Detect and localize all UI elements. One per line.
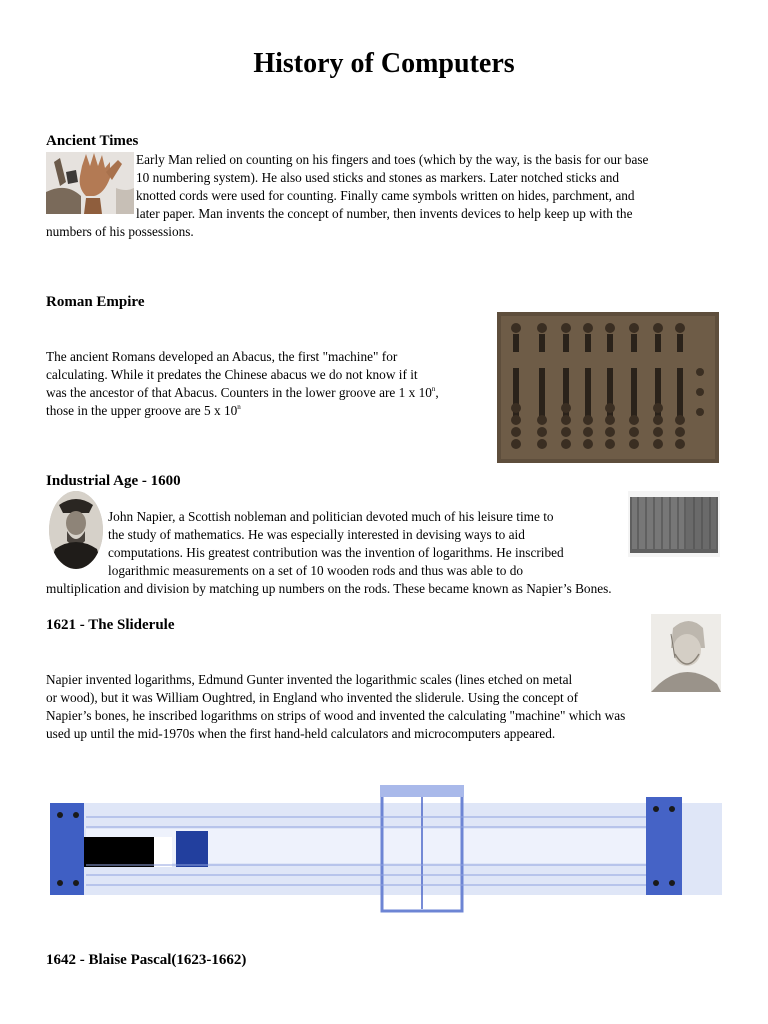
- paragraph-line: computations. His greatest contribution was the invention of logarithms. He inscribed: [108, 545, 564, 560]
- paragraph-line: Napier’s bones, he inscribed logarithms on strips of wood and invented the calculating "machine" which was: [46, 708, 626, 723]
- paragraph-line: logarithmic measurements on a set of 10 wooden rods and thus was able to do: [108, 563, 524, 578]
- paragraph-line: the study of mathematics. He was especially interested in devising ways to aid: [108, 527, 525, 542]
- section-heading-ancient-times: Ancient Times: [46, 133, 139, 149]
- napiers-bones-photo: [628, 491, 720, 557]
- superscript-n: n: [431, 385, 436, 393]
- paragraph-line: was the ancestor of that Abacus. Counters in the lower groove are 1 x 10$^n$,: [46, 385, 439, 400]
- hands-counting-photo: [46, 152, 134, 214]
- paragraph-line: or wood), but it was William Oughtred, in England who invented the sliderule. Using the concept of: [46, 690, 579, 705]
- section-heading-blaise-pascal: 1642 - Blaise Pascal(1623-1662): [46, 952, 247, 968]
- section-heading-sliderule: 1621 - The Sliderule: [46, 617, 175, 633]
- paragraph-line: 10 numbering system). He also used sticks and stones as markers. Later notched sticks and: [136, 170, 620, 185]
- roman-abacus-photo: [497, 312, 719, 463]
- paragraph-line: multiplication and division by matching up numbers on the rods. These became known as Napier’s Bones.: [46, 581, 612, 596]
- superscript-n: n: [237, 403, 241, 411]
- sliderule-photo: [46, 773, 722, 916]
- paragraph-line: John Napier, a Scottish nobleman and politician devoted much of his leisure time to: [108, 509, 554, 524]
- paragraph-line: used up until the mid-1970s when the first hand-held calculators and microcomputers appeared.: [46, 726, 556, 741]
- paragraph-line: Napier invented logarithms, Edmund Gunter invented the logarithmic scales (lines etched on metal: [46, 672, 573, 687]
- william-oughtred-portrait: [651, 614, 721, 692]
- paragraph-line: calculating. While it predates the Chinese abacus we do not know if it: [46, 367, 418, 382]
- john-napier-portrait: [49, 491, 103, 569]
- paragraph-line: later paper. Man invents the concept of number, then invents devices to help keep up with the: [136, 206, 633, 221]
- paragraph-line: The ancient Romans developed an Abacus, the first "machine" for: [46, 349, 398, 364]
- paragraph-line: knotted cords were used for counting. Finally came symbols written on hides, parchment, and: [136, 188, 635, 203]
- paragraph-line: Early Man relied on counting on his fingers and toes (which by the way, is the basis for our base: [136, 152, 649, 167]
- document-title: History of Computers: [253, 48, 515, 79]
- paragraph-line: those in the upper groove are 5 x 10$^n$: [46, 403, 241, 418]
- section-heading-roman-empire: Roman Empire: [46, 294, 145, 310]
- section-heading-industrial-age: Industrial Age - 1600: [46, 473, 181, 489]
- paragraph-line: numbers of his possessions.: [46, 224, 194, 239]
